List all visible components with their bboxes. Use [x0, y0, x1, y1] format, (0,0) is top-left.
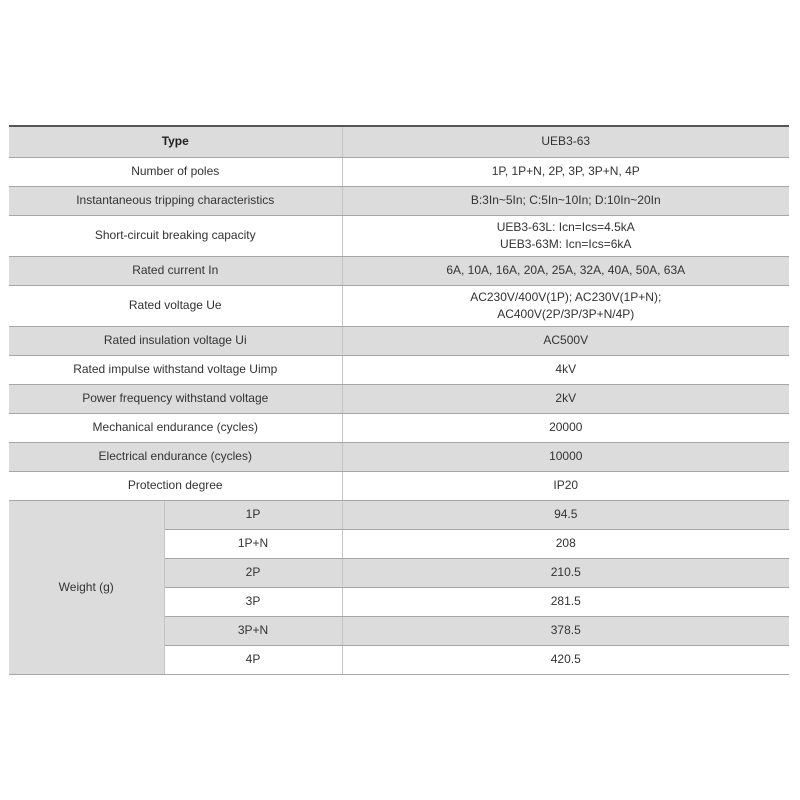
spec-table	[9, 125, 789, 675]
spec-label: Electrical endurance (cycles)	[9, 442, 342, 471]
weight-value: 208	[342, 529, 789, 558]
spec-label: Rated current In	[9, 256, 342, 285]
weight-value: 378.5	[342, 616, 789, 645]
spec-row-insulation-voltage	[9, 326, 789, 355]
weight-row-1p	[9, 500, 789, 529]
spec-value: 1P, 1P+N, 2P, 3P, 3P+N, 4P	[342, 157, 789, 186]
weight-value: 210.5	[342, 558, 789, 587]
spec-value: IP20	[342, 471, 789, 500]
spec-value-line: AC400V(2P/3P/3P+N/4P)	[497, 306, 635, 321]
spec-row-number-of-poles	[9, 157, 789, 186]
spec-value: 2kV	[342, 384, 789, 413]
spec-row-impulse-voltage	[9, 355, 789, 384]
spec-label: Power frequency withstand voltage	[9, 384, 342, 413]
weight-poles: 3P	[164, 587, 342, 616]
spec-value-line: AC230V/400V(1P); AC230V(1P+N);	[470, 289, 662, 304]
spec-row-breaking-capacity	[9, 215, 789, 256]
spec-label: Rated insulation voltage Ui	[9, 326, 342, 355]
weight-value: 420.5	[342, 645, 789, 674]
weight-poles: 4P	[164, 645, 342, 674]
weight-poles: 1P	[164, 500, 342, 529]
spec-value: 6A, 10A, 16A, 20A, 25A, 32A, 40A, 50A, 63A	[342, 256, 789, 285]
weight-value: 281.5	[342, 587, 789, 616]
header-type-label: Type	[9, 126, 342, 157]
spec-value: 10000	[342, 442, 789, 471]
spec-row-mechanical-endurance	[9, 413, 789, 442]
header-row	[9, 126, 789, 157]
spec-row-rated-voltage	[9, 285, 789, 326]
spec-label: Rated impulse withstand voltage Uimp	[9, 355, 342, 384]
header-type-value: UEB3-63	[342, 126, 789, 157]
spec-label: Instantaneous tripping characteristics	[9, 186, 342, 215]
spec-row-rated-current	[9, 256, 789, 285]
weight-poles: 2P	[164, 558, 342, 587]
spec-value: 20000	[342, 413, 789, 442]
spec-row-tripping-characteristics	[9, 186, 789, 215]
spec-row-power-frequency-voltage	[9, 384, 789, 413]
spec-value	[342, 285, 789, 326]
spec-label: Short-circuit breaking capacity	[9, 215, 342, 256]
spec-label: Number of poles	[9, 157, 342, 186]
spec-row-protection-degree	[9, 471, 789, 500]
spec-value: B:3In~5In; C:5In~10In; D:10In~20In	[342, 186, 789, 215]
spec-label: Protection degree	[9, 471, 342, 500]
weight-poles: 3P+N	[164, 616, 342, 645]
spec-label: Mechanical endurance (cycles)	[9, 413, 342, 442]
spec-row-electrical-endurance	[9, 442, 789, 471]
spec-value	[342, 215, 789, 256]
weight-poles: 1P+N	[164, 529, 342, 558]
spec-value: AC500V	[342, 326, 789, 355]
weight-value: 94.5	[342, 500, 789, 529]
spec-label: Rated voltage Ue	[9, 285, 342, 326]
weight-group-label: Weight (g)	[9, 500, 164, 674]
spec-value-line: UEB3-63M: Icn=Ics=6kA	[500, 236, 632, 251]
spec-value-line: UEB3-63L: Icn=Ics=4.5kA	[496, 219, 635, 234]
spec-value: 4kV	[342, 355, 789, 384]
